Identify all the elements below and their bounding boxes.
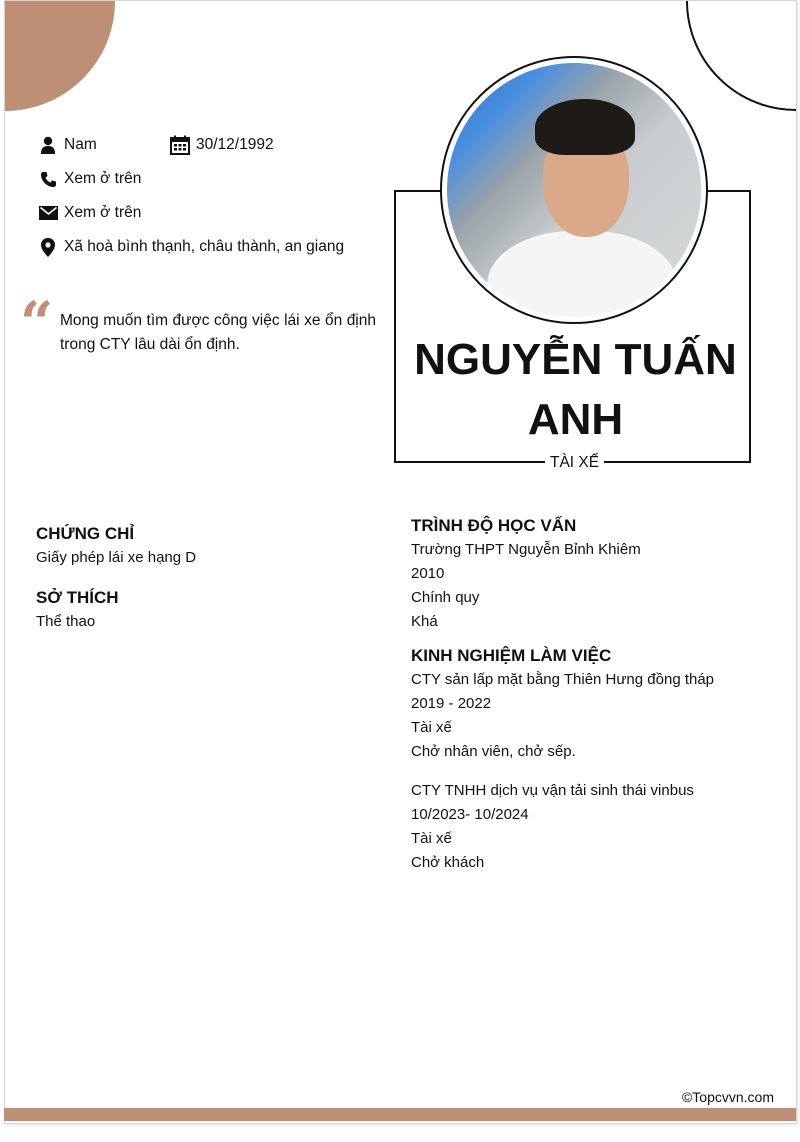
phone-icon xyxy=(38,169,58,189)
certificates-title: CHỨNG CHỈ xyxy=(36,524,135,543)
quote-icon: “ xyxy=(20,289,54,357)
hobbies-section xyxy=(36,586,366,634)
contact-row-address xyxy=(38,230,344,264)
envelope-icon xyxy=(38,203,58,223)
gender-item xyxy=(38,135,97,155)
job-company: CTY sản lấp mặt bằng Thiên Hưng đồng tháp xyxy=(411,671,715,688)
avatar-shirt xyxy=(487,231,677,317)
address-value: Xã hoà bình thạnh, châu thành, an giang xyxy=(64,238,345,255)
education-year: 2010 xyxy=(411,565,445,582)
left-column xyxy=(36,522,366,650)
contact-row-email xyxy=(38,196,344,230)
job-position: Tài xế xyxy=(411,719,452,736)
birthday-item xyxy=(170,135,274,155)
job-title: TÀI XẾ xyxy=(545,452,604,474)
education-school: Trường THPT Nguyễn Bỉnh Khiêm xyxy=(411,541,641,558)
decorative-quarter-circle-outline xyxy=(686,0,797,111)
contact-row-phone xyxy=(38,162,344,196)
experience-title: KINH NGHIỆM LÀM VIỆC xyxy=(411,646,612,665)
contact-row-gender-birthday xyxy=(38,128,344,162)
avatar-hair xyxy=(535,99,635,155)
email-item xyxy=(38,203,141,223)
education-title: TRÌNH ĐỘ HỌC VẤN xyxy=(411,516,577,535)
email-value: Xem ở trên xyxy=(64,204,142,221)
job-period: 2019 - 2022 xyxy=(411,695,492,712)
gender-value: Nam xyxy=(64,136,97,153)
experience-section xyxy=(411,644,781,875)
education-section xyxy=(411,514,781,634)
calendar-icon xyxy=(170,135,190,155)
hobbies-title: SỞ THÍCH xyxy=(36,588,119,607)
phone-item xyxy=(38,169,141,189)
certificates-section xyxy=(36,522,366,570)
map-pin-icon xyxy=(38,237,58,257)
person-icon xyxy=(38,135,58,155)
candidate-name: NGUYỄN TUẤN ANH xyxy=(414,335,737,444)
certificate-item: Giấy phép lái xe hạng D xyxy=(36,549,197,566)
job-description: Chở nhân viên, chở sếp. xyxy=(411,743,576,760)
job-description: Chở khách xyxy=(411,854,485,871)
contact-info xyxy=(38,128,344,264)
career-objective xyxy=(20,289,376,357)
address-item xyxy=(38,237,344,257)
avatar xyxy=(447,63,701,317)
decorative-quarter-circle-filled xyxy=(4,0,115,111)
job-period: 10/2023- 10/2024 xyxy=(411,806,529,823)
job-entry xyxy=(411,779,781,875)
phone-value: Xem ở trên xyxy=(64,170,142,187)
copyright-text: ©Topcvvn.com xyxy=(681,1089,774,1105)
job-position: Tài xế xyxy=(411,830,452,847)
right-column xyxy=(411,514,781,890)
hobby-item: Thể thao xyxy=(36,613,96,630)
job-company: CTY TNHH dịch vụ vận tải sinh thái vinbus xyxy=(411,782,694,799)
education-type: Chính quy xyxy=(411,589,480,606)
education-grade: Khá xyxy=(411,613,438,630)
objective-text: Mong muốn tìm được công việc lái xe ổn định trong CTY lâu dài ổn định. xyxy=(60,312,376,353)
job-entry xyxy=(411,668,781,764)
birthday-value: 30/12/1992 xyxy=(196,136,274,153)
footer-bar xyxy=(4,1108,796,1121)
